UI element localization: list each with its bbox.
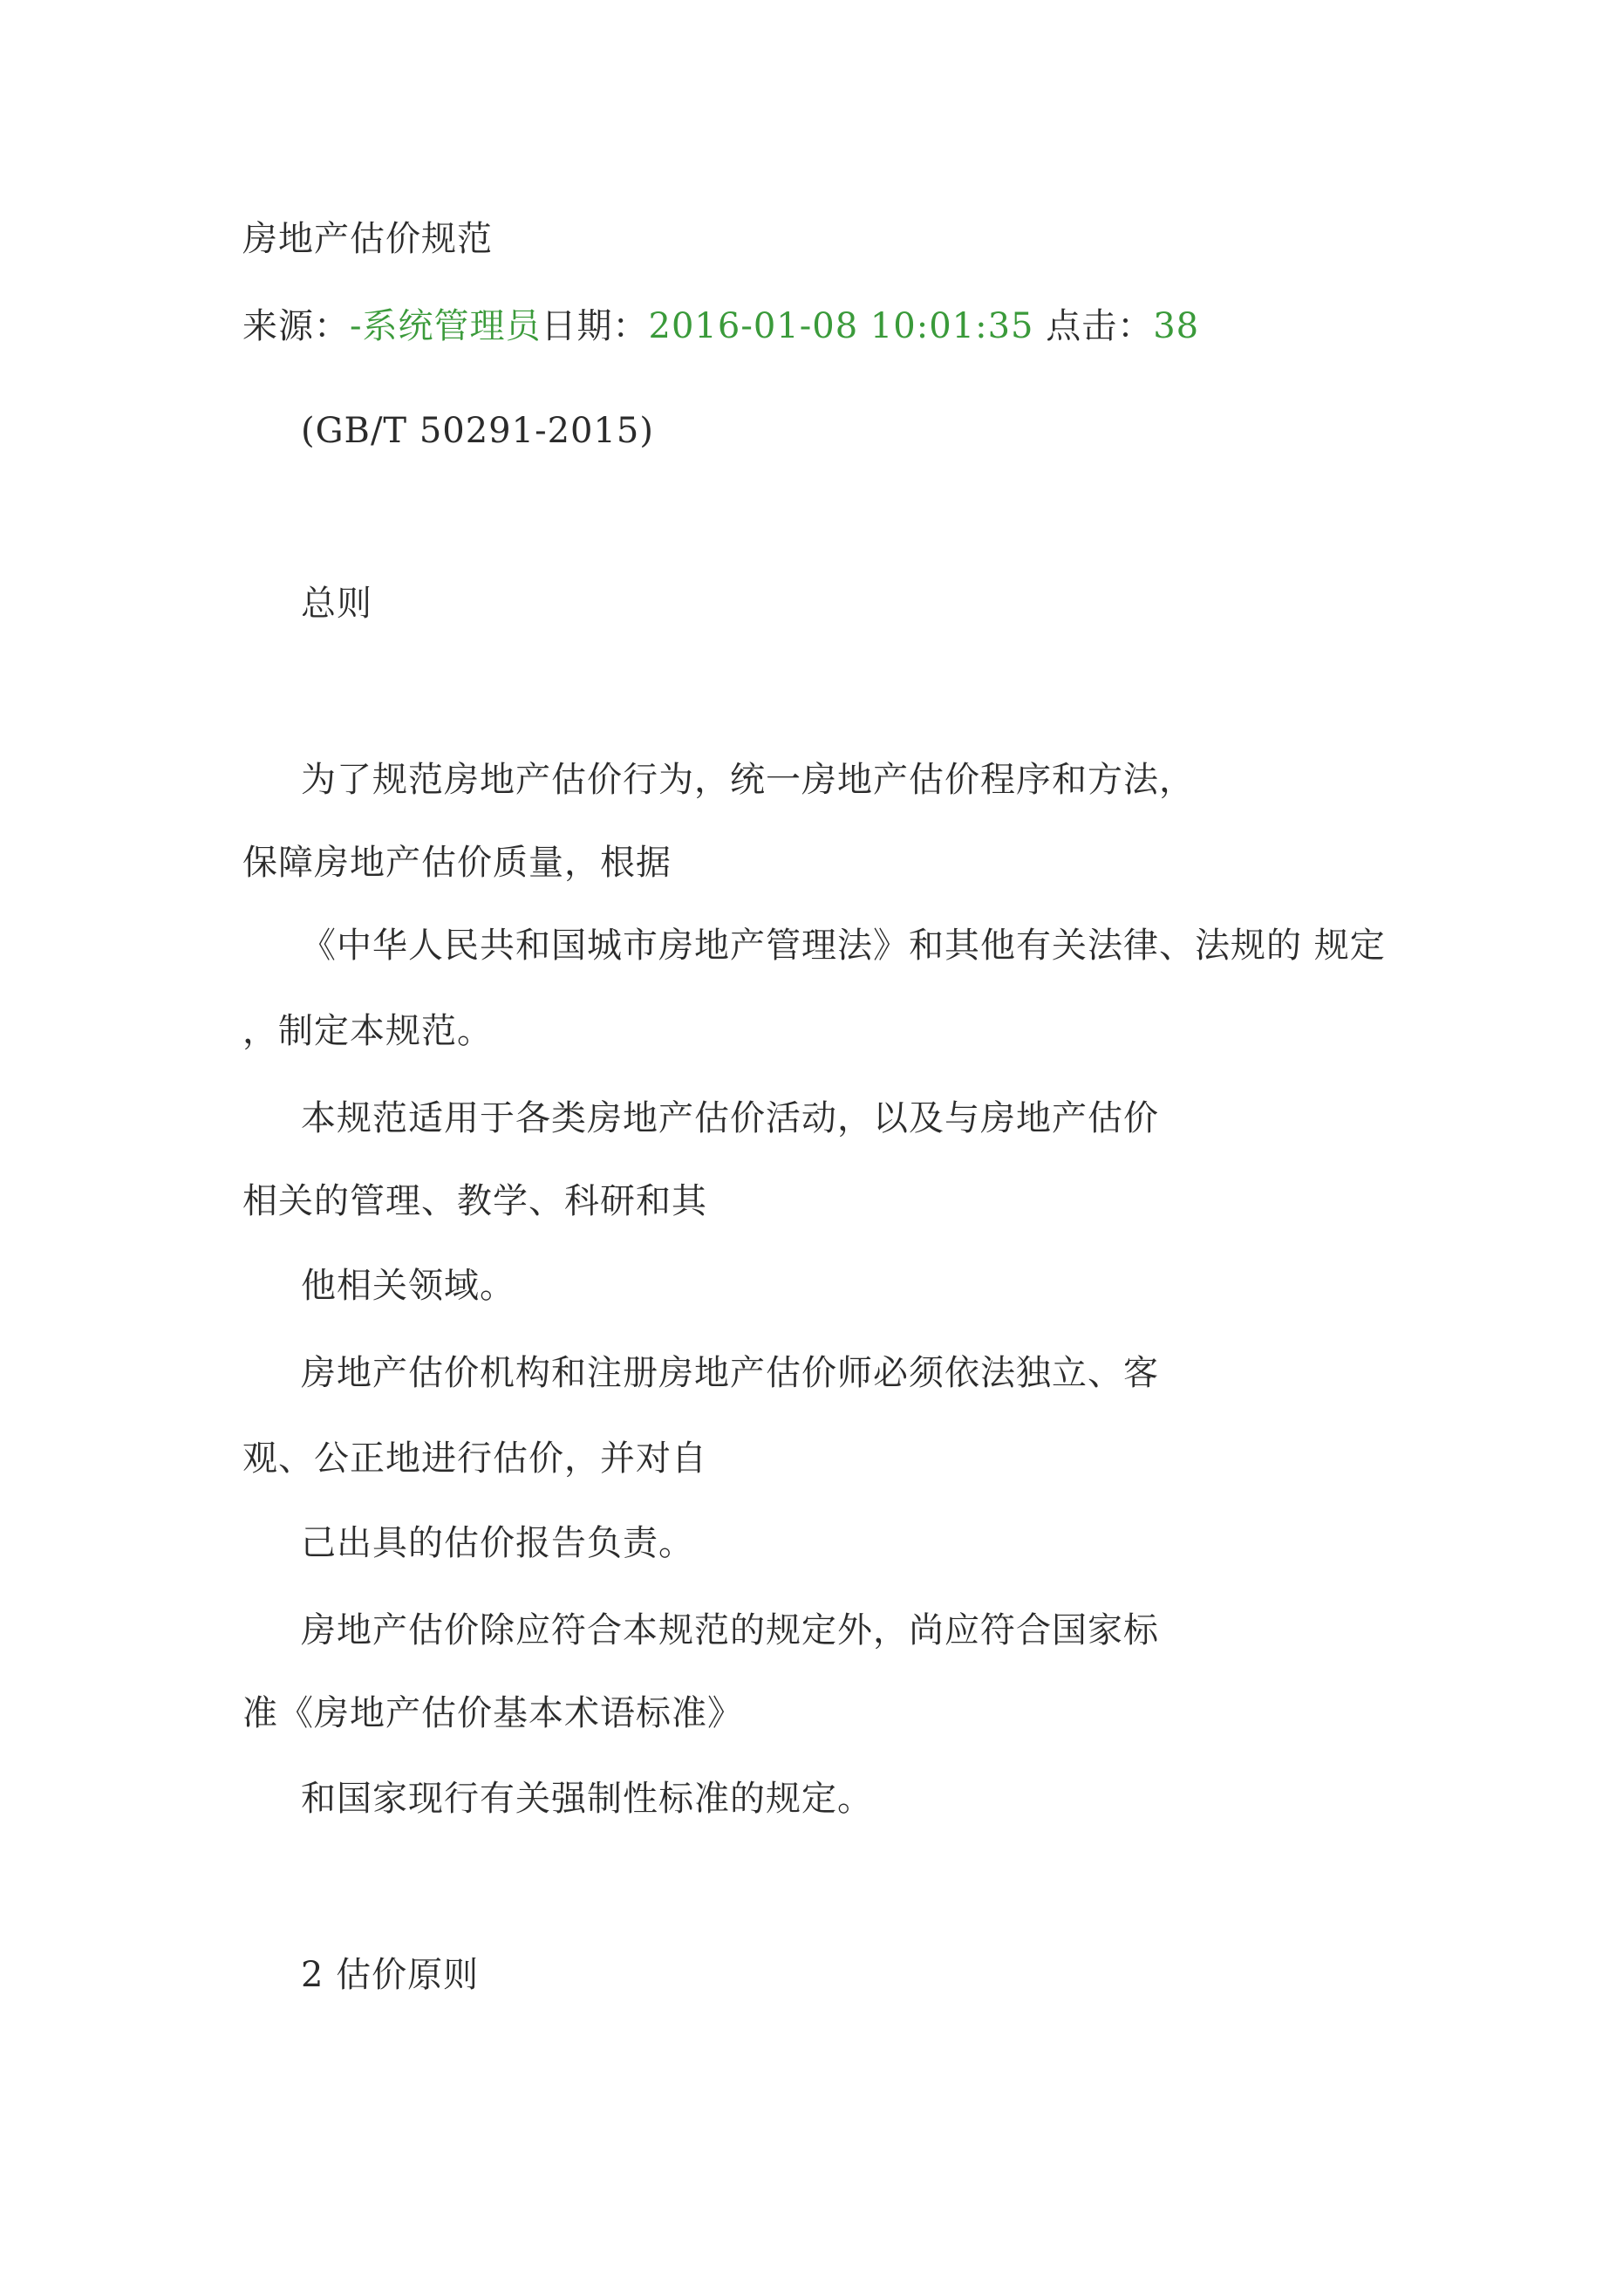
meta-line xyxy=(242,305,1199,347)
date-value: 2016-01-08 10:01:35 xyxy=(648,306,1034,346)
section-heading-principles: 2 估价原则 xyxy=(301,1955,480,1995)
clicks-label: 点击： xyxy=(1046,306,1154,346)
source-label: 来源： xyxy=(242,306,350,346)
date-label: 日期： xyxy=(541,306,649,346)
clicks-count: 38 xyxy=(1153,306,1200,346)
paragraph-line: 他相关领域。 xyxy=(301,1266,515,1306)
section-heading-general: 总则 xyxy=(301,584,372,624)
document-title: 房地产估价规范 xyxy=(242,219,493,259)
paragraph-line: ，制定本规范。 xyxy=(242,1011,493,1051)
paragraph-line: 相关的管理、教学、科研和其 xyxy=(242,1181,707,1221)
paragraph-line: 己出具的估价报告负责。 xyxy=(301,1523,694,1563)
paragraph-line: 和国家现行有关强制性标准的规定。 xyxy=(301,1779,873,1819)
paragraph-line: 《中华人民共和国城市房地产管理法》和其他有关法律、法规的 规定 xyxy=(301,926,1386,966)
paragraph-line: 观、公正地进行估价，并对自 xyxy=(242,1438,707,1479)
paragraph-line: 为了规范房地产估价行为，统一房地产估价程序和方法， xyxy=(301,760,1195,800)
paragraph-line: 本规范适用于各类房地产估价活动，以及与房地产估价 xyxy=(301,1098,1159,1138)
paragraph-line: 房地产估价机构和注册房地产估价师必须依法独立、客 xyxy=(301,1353,1159,1393)
source-author-link[interactable]: -系统管理员 xyxy=(350,306,542,346)
paragraph-line: 准《房地产估价基本术语标准》 xyxy=(242,1693,743,1733)
paragraph-line: 房地产估价除应符合本规范的规定外，尚应符合国家标 xyxy=(301,1610,1159,1650)
standard-code: (GB/T 50291-2015) xyxy=(301,411,654,451)
paragraph-line: 保障房地产估价质量，根据 xyxy=(242,843,672,883)
